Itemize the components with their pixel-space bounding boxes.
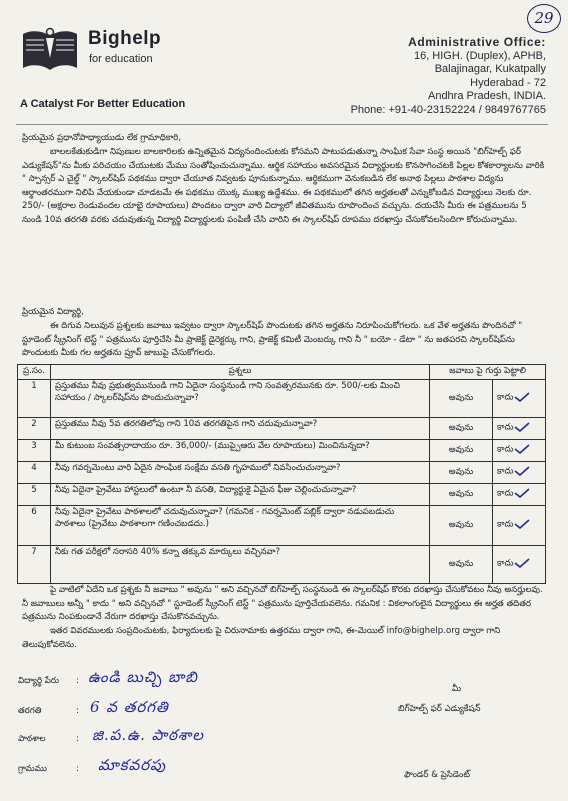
signoff-organization: బిగ్‌హెల్ప్ ఫర్ ఎడ్యుకేషన్ — [398, 704, 481, 714]
header-divider — [16, 124, 548, 125]
office-phone: Phone: +91-40-23152224 / 9849767765 — [350, 103, 546, 116]
checkmark-icon — [514, 466, 530, 476]
question-number: 3 — [18, 440, 51, 462]
answer-no[interactable] — [493, 546, 546, 584]
answer-no[interactable] — [493, 440, 546, 462]
field-colon: : — [76, 706, 79, 716]
question-number: 5 — [18, 484, 51, 506]
field-value-class[interactable]: 6 వ తరగతి — [90, 698, 169, 716]
question-text: నీవు గవర్నమెంటు వారి ఏదైన సాంఘిక సంక్షేమ వసతి గృహములో నివసించుచున్నావా? — [51, 462, 430, 484]
answer-no-label: కాదు — [497, 466, 514, 477]
eligibility-note-paragraph: పై వాటిలో ఏదేని ఒక ప్రశ్నకు నీ జవాబు " అవును " అని వచ్చినచో బిగ్‌హెల్ప్ సంస్థనుండి ఈ స్కాలర్‌షిప్ కొరకు దరఖాస్తు చేసుకోవటం నీవు అనర్హులవు. నీ జవాబులు అన్నీ " కాదు " అని వచ్చినచో " స్టూడెంట్ స్క్రీనింగ్ టెస్ట్ " పత్రమును పూర్తిచేయవలెను. గమనిక : వికలాంగులైన విద్యార్థులు ఈ అర్హత తదితర పత్రమును నింపకుండానే నేరుగా దరఖాస్తు చేసుకొనవచ్చును. — [22, 585, 543, 622]
field-label-class: తరగతి — [18, 706, 42, 716]
question-text: నీవు ఏదైనా ప్రైవేటు హాస్టలులో ఉంటూ నీ వసతి, విద్యార్థుకై ఏమైన ఫీజు చెల్లించుచున్నావా? — [51, 484, 430, 506]
answer-yes[interactable]: అవును — [430, 418, 493, 440]
question-text: నీవు ఏదైనా ప్రైవేటు పాఠశాలలో చదువుచున్నావా? (గమనిక - గవర్నమెంట్ పబ్లిక్ ద్వారా నడుపబడుచు పాఠశాలు (ప్రైవేటు పాఠశాలగా గణించబడదు.) — [51, 506, 430, 546]
answer-no-label: కాదు — [497, 444, 514, 455]
office-line: Andhra Pradesh, INDIA. — [427, 90, 546, 102]
question-number: 4 — [18, 462, 51, 484]
question-text: ప్రస్తుతము నీవు ప్రభుత్వమునుండి గాని ఏదైనా సంస్థనుండి గాని సంవత్సరమునకు రూ. 500/-లకు మించి సహాయం / స్కాలర్‌షిప్‌ను పొందుచున్నావా? — [51, 380, 430, 418]
question-text: నీకు గత పరీక్షలో సరాసరి 40% కన్నా తక్కువ మార్కులు వచ్చినవా? — [51, 546, 430, 584]
answer-yes[interactable]: అవును — [430, 440, 493, 462]
field-colon: : — [76, 764, 79, 774]
signoff-greeting: మీ — [452, 684, 462, 694]
answer-no[interactable] — [493, 418, 546, 440]
office-line: Hyderabad - 72 — [470, 76, 546, 89]
greeting-student: ప్రియమైన విద్యార్థి, — [22, 307, 84, 317]
checkmark-icon — [514, 422, 530, 432]
checkmark-icon — [514, 392, 530, 402]
intro-paragraph: బాలలకేతుకుడిగా నిపుణుల బాలకారిలకు ఉన్నితమైన విద్యనందించుటకు కోసమని పాటుపడుతున్నా సాంఘిక సేవా సంస్థ అయిన "బిగ్‌హెల్ప్ ఫర్ ఎడ్యుకేషన్"ను మీకు పరిచయం చేయుటకు మేము సంతోషించుచున్నాము. ఆర్థిక సహాయం అవసరమైన విద్యార్థులకు కొనసాగించటకి పిల్లల కోశకార్యాలను వారికి " స్పాన్సర్ ఎ చైల్డ్ " స్కాలర్‌షిప్ పథకము ద్వారా చేయూత నివ్వటకు పూనుకున్నాము. ఆర్థికముగా వెనుకబడిన లేక అనాథ పిల్లలు పాఠశాల విద్యను ఆర్థాంతరముగా నిలిపి వేయకుండా చూడటమే ఈ పథకము యొక్క ముఖ్య ఉద్దేశము. ఈ పథకములో తగిన అర్హతలతో ఎన్నుకోబడిన విద్యార్థులు నెలకు రూ. 250/- (అక్షరాల రెండువందల యాభై రూపాయలు) పొందటం ద్వారా వారి విద్యాలో జీవితమును రూపొందించ వచ్చును. దయచేసి మీరు ఈ పత్రములను 5 నుండి 10వ తరగతి వరకు చదువుతున్న విద్యార్థి విద్యార్థులకు పంపిణీ చేసి వారిని ఈ స్కాలర్‌షిప్ రూపము దరఖాస్తు చేసుకోవలసిందిగా కోరుచున్నాము. — [22, 147, 545, 225]
answer-no-label: కాదు — [497, 392, 514, 403]
checkmark-icon — [514, 558, 530, 568]
answer-yes[interactable]: అవును — [430, 484, 493, 506]
table-row — [18, 506, 546, 546]
table-row — [18, 418, 546, 440]
field-colon: : — [76, 734, 79, 744]
handwritten-page-number: 29 — [527, 4, 561, 33]
table-row — [18, 440, 546, 462]
greeting-headmaster: ప్రియమైన ప్రధానోపాధ్యాయుడు లేక గ్రామాధికారి, — [22, 133, 182, 143]
brand-subtitle: for education — [89, 53, 153, 65]
answer-no-label: కాదు — [497, 558, 514, 569]
table-row — [18, 380, 546, 418]
checkmark-icon — [514, 488, 530, 498]
question-text: మీ కుటుంబ సంవత్సరాదాయం రూ. 36,000/- (ముప్పైఆరు వేల రూపాయలు) మించినున్నదా? — [51, 440, 430, 462]
answer-no-label: కాదు — [497, 488, 514, 499]
office-line: Balajinagar, Kukatpally — [434, 63, 546, 75]
bighelp-book-logo-icon — [20, 26, 80, 74]
checkmark-icon — [514, 444, 530, 454]
tagline: A Catalyst For Better Education — [20, 98, 186, 110]
field-label-student-name: విద్యార్థి పేరు — [18, 676, 59, 686]
table-row — [18, 462, 546, 484]
office-title: Administrative Office: — [408, 35, 546, 49]
brand-name: Bighelp — [88, 28, 162, 49]
office-address — [351, 36, 546, 117]
answer-no[interactable] — [493, 506, 546, 546]
answer-no-label: కాదు — [497, 422, 514, 433]
answer-yes[interactable]: అవును — [430, 462, 493, 484]
table-row — [18, 546, 546, 584]
field-label-village: గ్రామము — [18, 764, 47, 774]
answer-no-label: కాదు — [497, 519, 514, 530]
answer-no[interactable] — [493, 380, 546, 418]
contact-paragraph: ఇతర వివరములకు సంప్రదించుటకు, ఫిర్యాదులకు పై చిరునామాకు ఉత్తరము ద్వారా గాని, ఈ-మెయిల్ info@bighelp.org ద్వారా గాని తెలుపుకోవలెను. — [22, 626, 501, 650]
col-header-number: ప్ర.సం. — [18, 365, 51, 380]
answer-no[interactable] — [493, 462, 546, 484]
question-text: ప్రస్తుతము నీవు 5వ తరగతిలోపు గాని 10వ తరగతిపైన గాని చదువుచున్నావా? — [51, 418, 430, 440]
field-value-school[interactable]: జి.ప.ఉ. పాఠశాల — [92, 726, 204, 744]
signoff-title: ఫౌండర్ & ప్రెసిడెంట్ — [404, 770, 470, 780]
field-colon: : — [76, 676, 79, 686]
answer-yes[interactable]: అవును — [430, 506, 493, 546]
question-number: 6 — [18, 506, 51, 546]
question-number: 1 — [18, 380, 51, 418]
answer-yes[interactable]: అవును — [430, 380, 493, 418]
col-header-question: ప్రశ్నలు — [51, 365, 430, 380]
table-row — [18, 484, 546, 506]
col-header-answer: జవాబు పై గుర్తు పెట్టాలి — [430, 365, 546, 380]
office-line: 16, HIGH. (Duplex), APHB, — [413, 49, 546, 62]
field-label-school: పాఠశాల — [18, 734, 46, 744]
instructions-paragraph: ఈ దిగువ నిలువున ప్రశ్నలకు జవాబు ఇవ్వటం ద్వారా స్కాలర్‌షిప్ పొందుటకు తగిన అర్హతను నిరూపించుకోగలరు. ఒక వేళ అర్హతను పొందినచో " స్టూడెంట్ స్క్రీనింగ్ టెస్ట్ " పత్రమును పూర్తిచేసి మీ ప్రాజెక్ట్ డైరెక్టర్కు గాని, ప్రాజెక్ట్ కమిటీ మెంబర్కు గాని నీ " బయో - డేటా " ను జతపరచి స్కాలర్‌షిప్‌ను పొందుటకు మీకు గల అర్హతను ప్రూవ్ జాబుపై చేసుకోగలరు. — [22, 321, 523, 358]
question-number: 7 — [18, 546, 51, 584]
answer-yes[interactable]: అవును — [430, 546, 493, 584]
checkmark-icon — [514, 519, 530, 529]
field-value-student-name[interactable]: ఉండి బుచ్చి బాబి — [88, 668, 198, 686]
table-header-row — [18, 365, 546, 380]
answer-no[interactable] — [493, 484, 546, 506]
question-number: 2 — [18, 418, 51, 440]
eligibility-questions-table — [17, 364, 546, 584]
field-value-village[interactable]: మాకవరపు — [98, 756, 167, 774]
